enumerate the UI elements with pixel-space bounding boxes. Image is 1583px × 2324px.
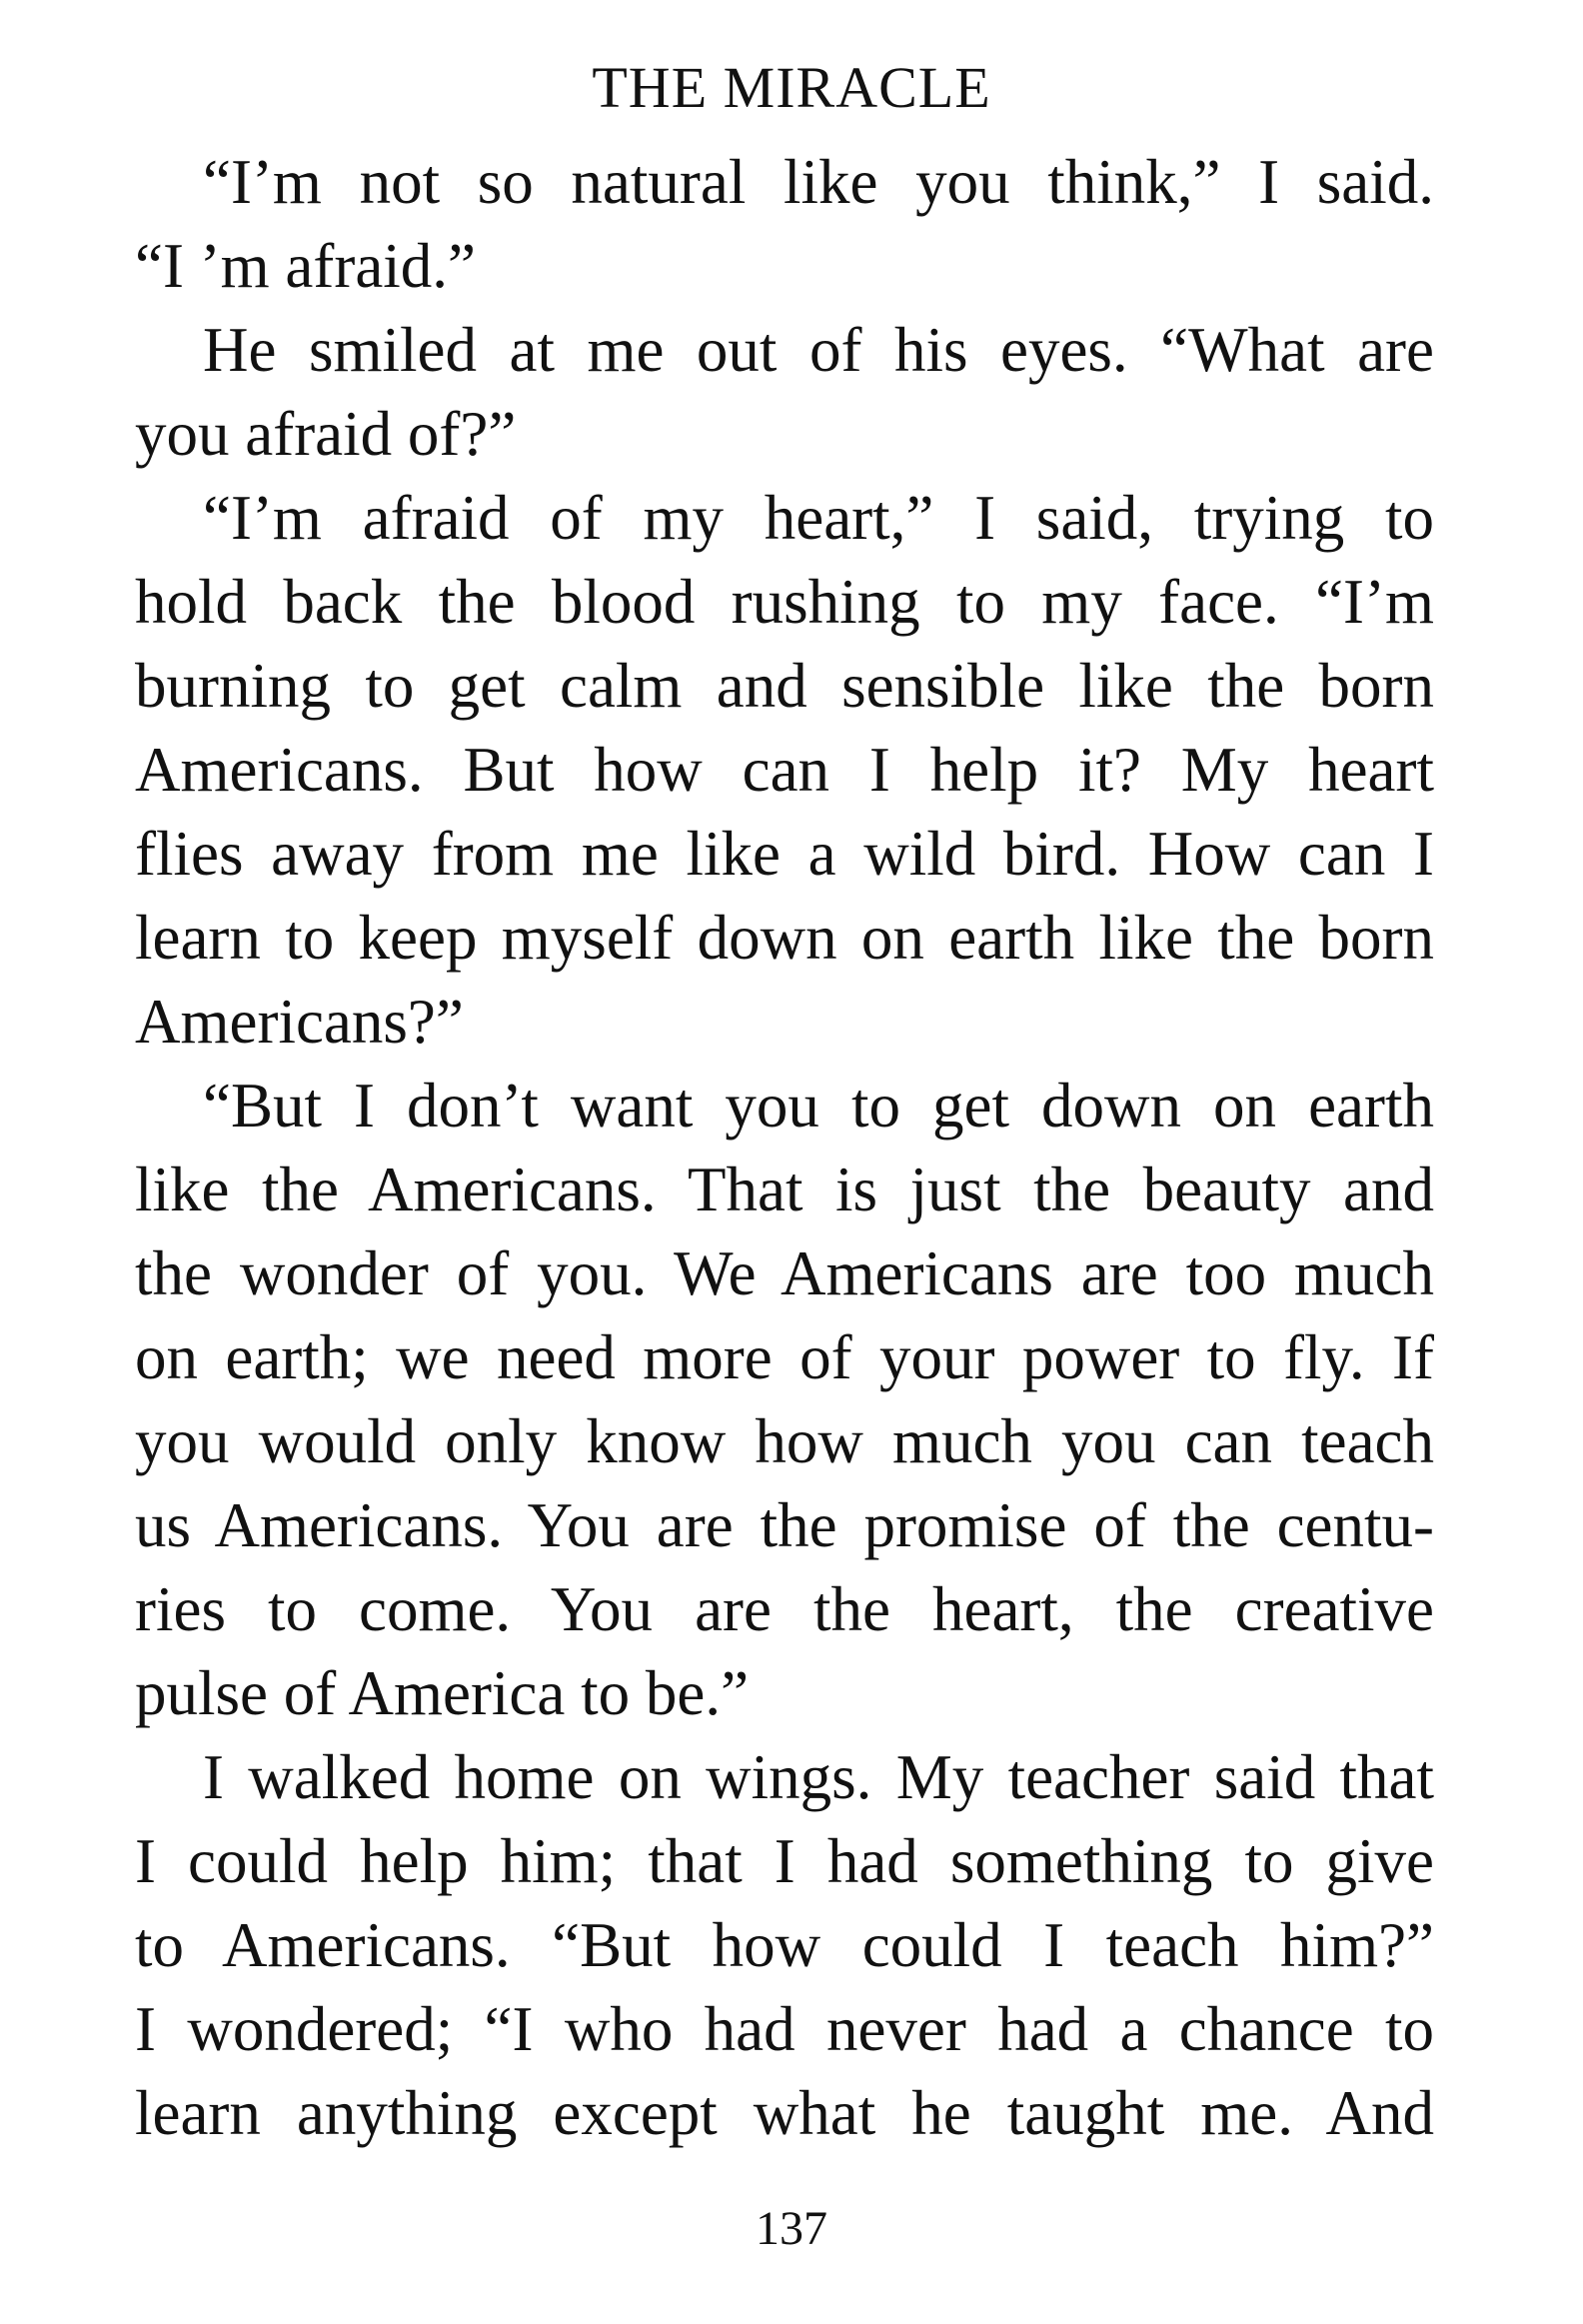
text-line: flies away from me like a wild bird. How can I xyxy=(135,819,1434,889)
text-line: Americans?” xyxy=(135,987,464,1057)
text-line: I walked home on wings. My teacher said that xyxy=(203,1742,1434,1812)
text-line: He smiled at me out of his eyes. “What are xyxy=(203,315,1434,385)
text-line: “But I don’t want you to get down on earth xyxy=(203,1071,1434,1141)
text-line: you afraid of?” xyxy=(135,399,517,469)
text-line: ries to come. You are the heart, the creative xyxy=(135,1574,1434,1644)
text-line: burning to get calm and sensible like the born xyxy=(135,651,1434,721)
running-head: THE MIRACLE xyxy=(592,55,991,120)
text-line: I wondered; “I who had never had a chance to xyxy=(135,1994,1434,2064)
text-line: learn anything except what he taught me. And xyxy=(135,2078,1434,2148)
text-line: you would only know how much you can teach xyxy=(135,1406,1434,1476)
text-line: on earth; we need more of your power to fly. If xyxy=(135,1322,1434,1392)
text-line: pulse of America to be.” xyxy=(135,1658,750,1728)
text-line: the wonder of you. We Americans are too much xyxy=(135,1238,1434,1308)
text-line: learn to keep myself down on earth like the born xyxy=(135,903,1434,973)
text-line: Americans. But how can I help it? My heart xyxy=(135,735,1434,805)
text-line: I could help him; that I had something to give xyxy=(135,1826,1434,1896)
page-number: 137 xyxy=(756,2202,827,2255)
text-line: to Americans. “But how could I teach him?” xyxy=(135,1910,1434,1980)
text-line: like the Americans. That is just the beauty and xyxy=(135,1155,1434,1224)
text-line: “I’m afraid of my heart,” I said, trying to xyxy=(203,483,1434,553)
text-line: “I ’m afraid.” xyxy=(135,231,477,301)
text-line: hold back the blood rushing to my face. “I’m xyxy=(135,567,1434,637)
body-text xyxy=(135,140,1434,2155)
text-line: us Americans. You are the promise of the centu- xyxy=(135,1490,1434,1560)
text-line: “I’m not so natural like you think,” I said. xyxy=(203,147,1434,217)
